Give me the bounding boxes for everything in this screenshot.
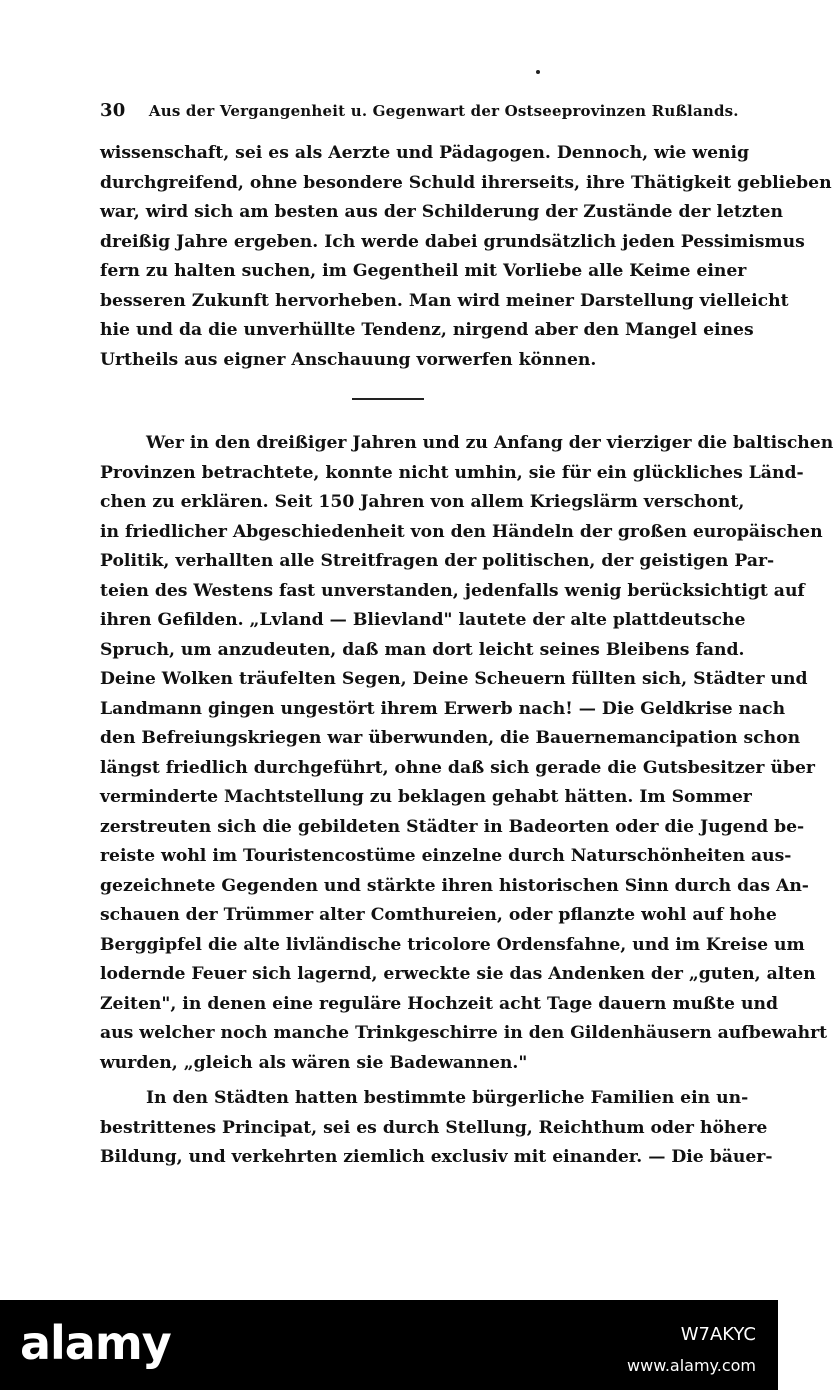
text-line: gezeichnete Gegenden und stärkte ihren historischen Sinn durch das An- bbox=[100, 875, 809, 896]
text-line: ihren Gefilden. „Lvland — Blievland" lautete der alte plattdeutsche bbox=[100, 610, 746, 630]
text-line: Spruch, um anzudeuten, daß man dort leicht seines Bleibens fand. bbox=[100, 639, 745, 660]
text-line: teien des Westens fast unverstanden, jedenfalls wenig berücksichtigt auf bbox=[100, 580, 805, 601]
text-line: Deine Wolken träufelten Segen, Deine Scheuern füllten sich, Städter und bbox=[100, 669, 808, 689]
text-line: den Befreiungskriegen war überwunden, die Bauernemancipation schon bbox=[100, 728, 801, 748]
text-line: Zeiten", in denen eine reguläre Hochzeit acht Tage dauern mußte und bbox=[100, 993, 778, 1014]
text-line: fern zu halten suchen, im Gegentheil mit Vorliebe alle Keime einer bbox=[100, 261, 747, 281]
site-url: www.alamy.com bbox=[627, 1356, 756, 1375]
text-line: war, wird sich am besten aus der Schilderung der Zustände der letzten bbox=[100, 202, 783, 222]
text-line: Landmann gingen ungestört ihrem Erwerb nach! — Die Geldkrise nach bbox=[100, 698, 786, 719]
paragraph-block-2 bbox=[100, 429, 833, 1173]
text-line: schauen der Trümmer alter Comthureien, oder pflanzte wohl auf hohe bbox=[100, 905, 777, 925]
text-line: Provinzen betrachtete, konnte nicht umhin, sie für ein glückliches Länd- bbox=[100, 462, 804, 483]
text-line: wissenschaft, sei es als Aerzte und Pädagogen. Dennoch, wie wenig bbox=[100, 143, 750, 163]
running-title: Aus der Vergangenheit u. Gegenwart der Ostseeprovinzen Rußlands. bbox=[148, 102, 739, 120]
page-number: 30 bbox=[100, 100, 126, 121]
text-line: besseren Zukunft hervorheben. Man wird meiner Darstellung vielleicht bbox=[100, 290, 789, 311]
text-line: Berggipfel die alte livländische tricolore Ordensfahne, und im Kreise um bbox=[100, 934, 805, 955]
text-line: in friedlicher Abgeschiedenheit von den Händeln der großen europäischen bbox=[100, 521, 823, 542]
text-line: dreißig Jahre ergeben. Ich werde dabei grundsätzlich jeden Pessimismus bbox=[100, 231, 805, 252]
text-line: zerstreuten sich die gebildeten Städter in Badeorten oder die Jugend be- bbox=[100, 816, 805, 837]
text-line: Wer in den dreißiger Jahren und zu Anfang der vierziger die baltischen bbox=[146, 433, 833, 453]
text-line: Politik, verhallten alle Streitfragen der politischen, der geistigen Par- bbox=[100, 551, 775, 571]
text-line: chen zu erklären. Seit 150 Jahren von allem Kriegslärm verschont, bbox=[100, 492, 745, 512]
speck-mark bbox=[536, 70, 540, 74]
text-line: durchgreifend, ohne besondere Schuld ihrerseits, ihre Thätigkeit geblieben bbox=[100, 172, 832, 193]
text-line: wurden, „gleich als wären sie Badewannen." bbox=[100, 1052, 528, 1073]
alamy-logo: alamy bbox=[20, 1316, 171, 1370]
text-line: Bildung, und verkehrten ziemlich exclusiv mit einander. — Die bäuer- bbox=[100, 1147, 773, 1167]
text-line: In den Städten hatten bestimmte bürgerliche Familien ein un- bbox=[146, 1088, 749, 1108]
text-line: bestrittenes Principat, sei es durch Stellung, Reichthum oder höhere bbox=[100, 1117, 768, 1138]
text-line: Urtheils aus eigner Anschauung vorwerfen können. bbox=[100, 349, 597, 370]
text-line: lodernde Feuer sich lagernd, erweckte sie das Andenken der „guten, alten bbox=[100, 964, 816, 984]
section-divider bbox=[352, 398, 424, 400]
text-line: aus welcher noch manche Trinkgeschirre in den Gildenhäusern aufbewahrt bbox=[100, 1023, 828, 1043]
text-line: verminderte Machtstellung zu beklagen gehabt hätten. Im Sommer bbox=[100, 787, 752, 807]
running-header bbox=[100, 100, 739, 121]
text-line: längst friedlich durchgeführt, ohne daß sich gerade die Gutsbesitzer über bbox=[100, 757, 815, 778]
watermark-banner bbox=[0, 1300, 778, 1390]
image-id: W7AKYC bbox=[680, 1324, 756, 1345]
text-line: hie und da die unverhüllte Tendenz, nirgend aber den Mangel eines bbox=[100, 320, 754, 340]
paragraph-block-1 bbox=[100, 139, 832, 375]
text-line: reiste wohl im Touristencostüme einzelne durch Naturschönheiten aus- bbox=[100, 846, 792, 866]
